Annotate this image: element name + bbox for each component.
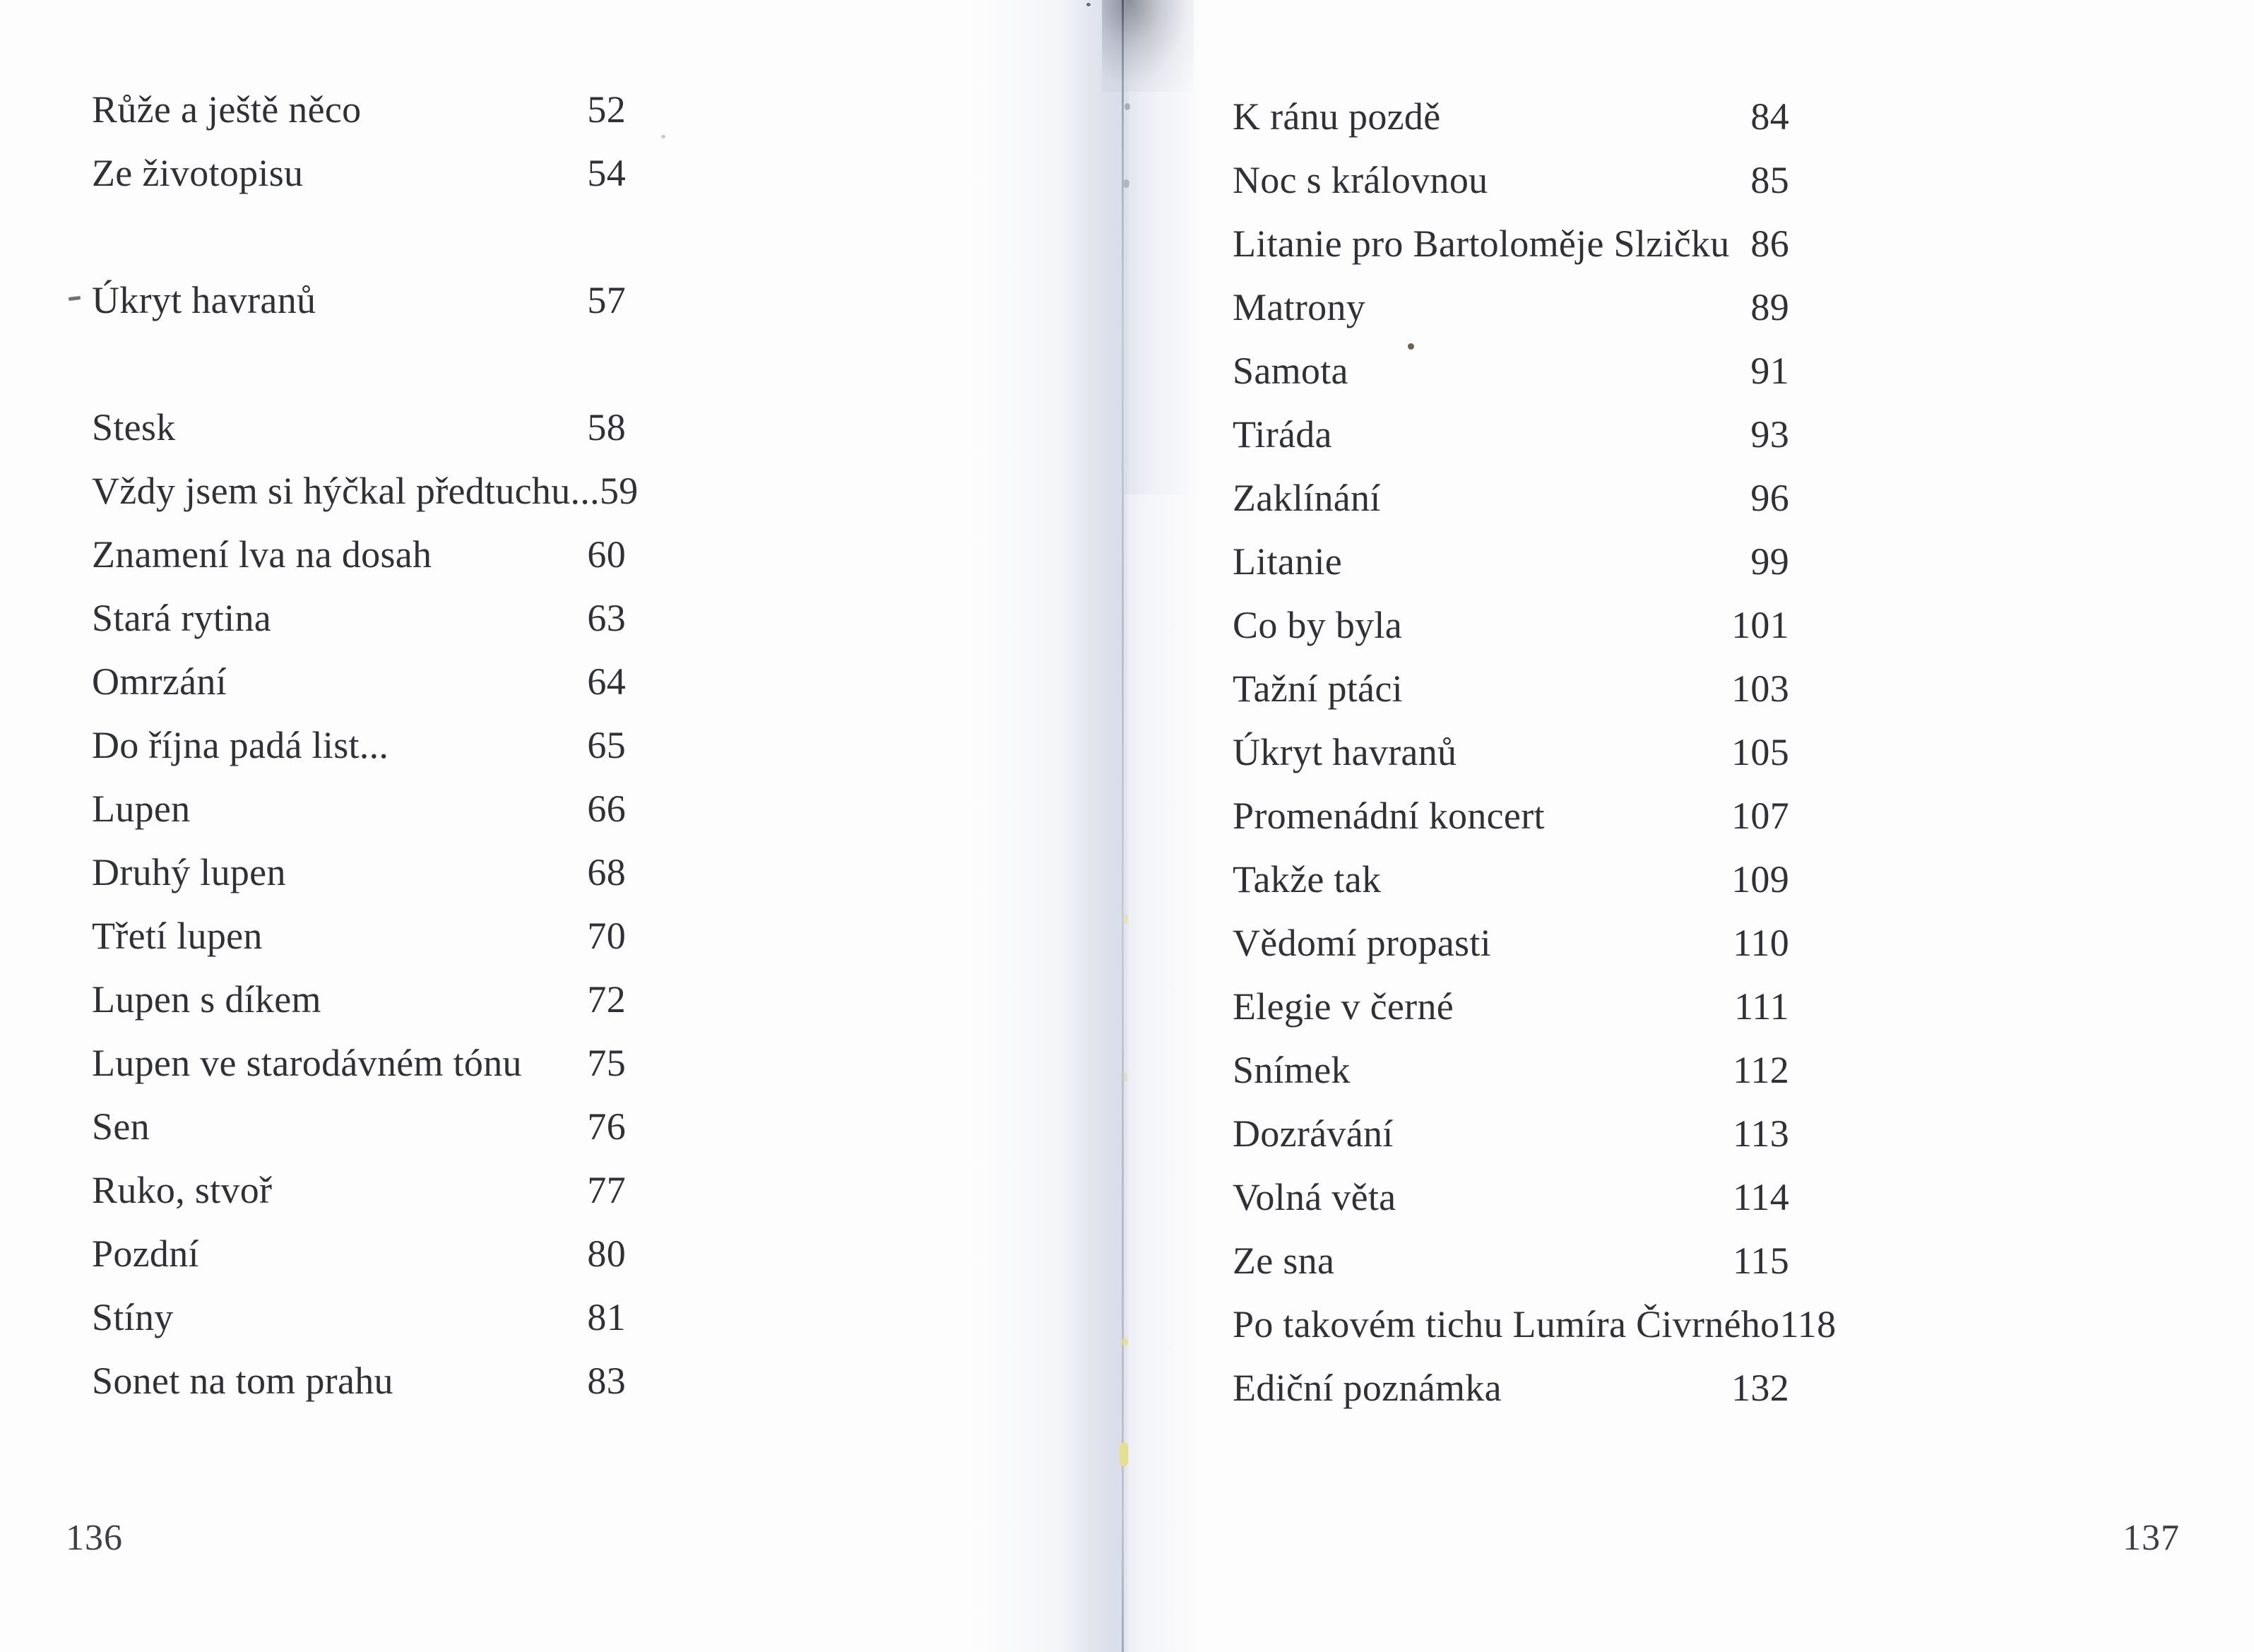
toc-row	[1233, 275, 1789, 339]
spine-crease-line	[1122, 0, 1124, 1652]
toc-row	[1233, 848, 1789, 911]
toc-entry-page-number: 109	[1731, 858, 1789, 901]
toc-entry-page-number: 91	[1750, 350, 1789, 392]
toc-row	[92, 904, 626, 968]
toc-entry-page-number: 85	[1750, 159, 1789, 201]
toc-entry-title: Ruko, stvoř	[92, 1169, 273, 1211]
gutter-inner-shade	[1058, 0, 1129, 1652]
crease-knot	[1125, 103, 1130, 110]
toc-row	[1233, 593, 1789, 657]
toc-row	[1233, 1038, 1789, 1102]
toc-entry-page-number: 68	[587, 851, 626, 893]
toc-entry-title: Takže tak	[1233, 858, 1382, 901]
toc-row	[1233, 784, 1789, 848]
toc-row	[92, 777, 626, 840]
toc-row	[92, 1285, 626, 1349]
toc-list-left-page	[92, 78, 639, 1413]
toc-row	[92, 459, 639, 523]
scan-speck	[1120, 1442, 1128, 1466]
toc-entry-page-number: 110	[1733, 922, 1789, 964]
toc-entry-page-number: 89	[1750, 286, 1789, 328]
toc-entry-page-number: 63	[587, 597, 626, 639]
toc-row	[1233, 720, 1789, 784]
toc-entry-title: Sonet na tom prahu	[92, 1360, 393, 1402]
toc-entry-page-number: 54	[587, 152, 626, 194]
toc-list-right-page	[1233, 85, 1837, 1420]
scan-speck	[1086, 3, 1091, 6]
toc-row	[92, 650, 626, 713]
toc-entry-title: Úkryt havranů	[1233, 731, 1457, 773]
toc-entry-page-number: 72	[587, 978, 626, 1021]
stray-tick-mark	[69, 296, 81, 301]
toc-entry-page-number: 83	[587, 1360, 626, 1402]
toc-entry-page-number: 101	[1731, 604, 1789, 646]
toc-entry-title: Matrony	[1233, 286, 1366, 328]
toc-entry-page-number: 52	[587, 88, 626, 131]
toc-entry-page-number: 96	[1750, 477, 1789, 519]
toc-entry-title: Stíny	[92, 1296, 174, 1338]
toc-entry-title: Omrzání	[92, 660, 227, 703]
toc-entry-title: Po takovém tichu Lumíra Čivrného	[1233, 1303, 1780, 1345]
toc-entry-title: Dozrávání	[1233, 1112, 1394, 1155]
toc-entry-title: Co by byla	[1233, 604, 1402, 646]
toc-entry-page-number: 65	[587, 724, 626, 766]
toc-entry-page-number: 84	[1750, 95, 1789, 138]
toc-row	[1233, 1356, 1789, 1420]
toc-entry-page-number: 66	[587, 788, 626, 830]
toc-row	[1233, 466, 1789, 530]
toc-entry-page-number: 60	[587, 533, 626, 576]
scan-speck	[1122, 1338, 1128, 1346]
toc-row	[1233, 1229, 1789, 1293]
toc-entry-page-number: 107	[1731, 795, 1789, 837]
toc-entry-title: Druhý lupen	[92, 851, 286, 893]
toc-entry-title: Promenádní koncert	[1233, 795, 1545, 837]
toc-entry-title: Lupen ve starodávném tónu	[92, 1042, 522, 1084]
toc-entry-page-number: 93	[1750, 413, 1789, 456]
toc-row	[1233, 212, 1789, 275]
toc-row	[92, 713, 626, 777]
toc-entry-page-number: 105	[1731, 731, 1789, 773]
toc-row	[1233, 1293, 1837, 1356]
toc-entry-page-number: 113	[1733, 1112, 1789, 1155]
toc-entry-page-number: 99	[1750, 540, 1789, 583]
toc-row	[1233, 148, 1789, 212]
toc-entry-title: Znamení lva na dosah	[92, 533, 432, 576]
toc-entry-title: Lupen s díkem	[92, 978, 321, 1021]
toc-row	[1233, 975, 1789, 1038]
toc-entry-title: Pozdní	[92, 1232, 199, 1275]
toc-entry-page-number: 81	[587, 1296, 626, 1338]
toc-row	[92, 141, 626, 205]
toc-entry-page-number: 80	[587, 1232, 626, 1275]
toc-entry-title: Tiráda	[1233, 413, 1332, 456]
scan-speck	[1123, 914, 1128, 924]
toc-entry-title: Samota	[1233, 350, 1348, 392]
toc-entry-title: Růže a ještě něco	[92, 88, 362, 131]
toc-entry-page-number: 76	[587, 1105, 626, 1148]
toc-row	[92, 78, 626, 141]
toc-entry-title: Stesk	[92, 406, 176, 448]
toc-entry-title: Litanie	[1233, 540, 1343, 583]
toc-row	[92, 1031, 626, 1095]
page-number-left: 136	[66, 1518, 123, 1558]
toc-row	[1233, 530, 1789, 593]
toc-row	[92, 840, 626, 904]
toc-entry-page-number: 115	[1733, 1240, 1789, 1282]
toc-entry-title: Úkryt havranů	[92, 279, 316, 321]
toc-entry-title: Ediční poznámka	[1233, 1367, 1502, 1409]
toc-row	[1233, 403, 1789, 466]
toc-entry-title: Elegie v černé	[1233, 985, 1454, 1028]
toc-row	[1233, 657, 1789, 720]
toc-row	[1233, 85, 1789, 148]
toc-entry-page-number: 58	[587, 406, 626, 448]
toc-entry-page-number: 75	[587, 1042, 626, 1084]
toc-entry-title: Lupen	[92, 788, 191, 830]
toc-entry-page-number: 77	[587, 1169, 626, 1211]
toc-entry-page-number: 86	[1750, 222, 1789, 265]
toc-entry-page-number: 70	[587, 915, 626, 957]
toc-entry-title: Třetí lupen	[92, 915, 263, 957]
toc-entry-title: K ránu pozdě	[1233, 95, 1441, 138]
toc-row	[1233, 339, 1789, 403]
toc-row	[92, 523, 626, 586]
toc-entry-page-number: 59	[599, 470, 639, 512]
toc-entry-title: Ze životopisu	[92, 152, 304, 194]
toc-entry-title: Vědomí propasti	[1233, 922, 1491, 964]
toc-entry-title: Tažní ptáci	[1233, 667, 1403, 710]
toc-entry-title: Litanie pro Bartoloměje Slzičku	[1233, 222, 1730, 265]
toc-entry-page-number: 111	[1734, 985, 1789, 1028]
toc-entry-title: Sen	[92, 1105, 150, 1148]
toc-entry-title: Ze sna	[1233, 1240, 1335, 1282]
toc-entry-title: Stará rytina	[92, 597, 272, 639]
toc-row	[92, 1349, 626, 1413]
toc-row	[92, 1158, 626, 1222]
toc-entry-page-number: 103	[1731, 667, 1789, 710]
toc-entry-title: Snímek	[1233, 1049, 1351, 1091]
toc-entry-page-number: 57	[587, 279, 626, 321]
toc-entry-page-number: 118	[1779, 1303, 1837, 1345]
scan-speck	[661, 135, 665, 138]
toc-row	[1233, 1165, 1789, 1229]
toc-row	[1233, 1102, 1789, 1165]
toc-entry-page-number: 132	[1731, 1367, 1789, 1409]
toc-row	[92, 968, 626, 1031]
toc-row	[92, 268, 626, 332]
toc-entry-page-number: 64	[587, 660, 626, 703]
toc-entry-title: Vždy jsem si hýčkal předtuchu...	[92, 470, 600, 512]
toc-row	[92, 396, 626, 459]
crease-knot	[1123, 179, 1129, 188]
page-number-right: 137	[2123, 1518, 2180, 1558]
toc-row	[92, 586, 626, 650]
toc-row	[92, 1095, 626, 1158]
toc-entry-title: Do října padá list...	[92, 724, 389, 766]
toc-entry-page-number: 112	[1733, 1049, 1789, 1091]
toc-entry-title: Volná věta	[1233, 1176, 1396, 1218]
toc-row	[1233, 911, 1789, 975]
toc-row	[92, 1222, 626, 1285]
spine-top-shadow	[1102, 0, 1194, 92]
scan-speck	[1122, 1072, 1127, 1081]
toc-entry-title: Noc s královnou	[1233, 159, 1488, 201]
toc-entry-title: Zaklínání	[1233, 477, 1381, 519]
toc-entry-page-number: 114	[1733, 1176, 1789, 1218]
